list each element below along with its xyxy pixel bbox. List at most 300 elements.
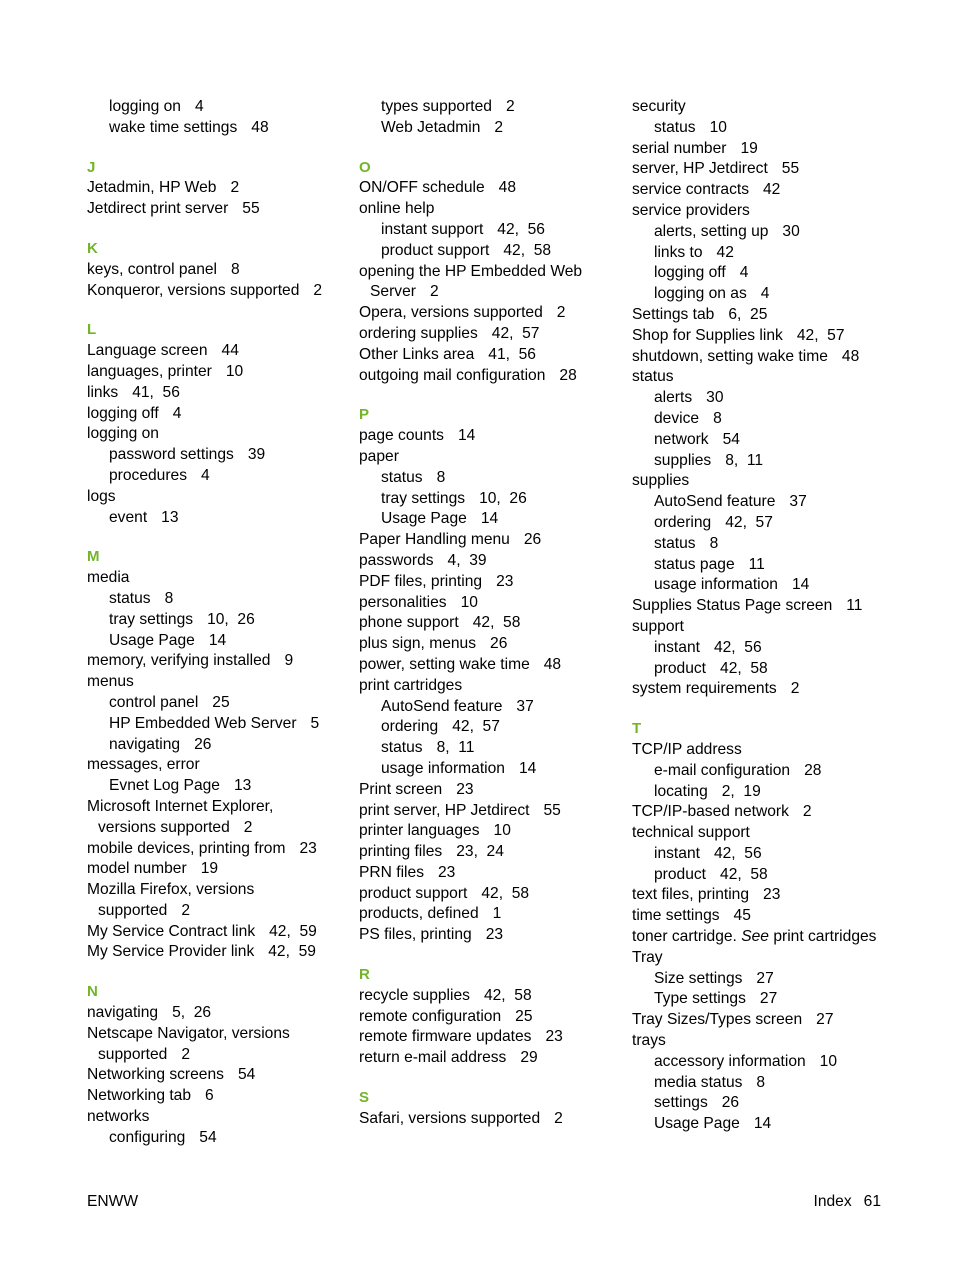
index-term: supported bbox=[98, 901, 168, 919]
index-term: model number bbox=[87, 860, 187, 878]
index-term: Usage Page bbox=[381, 510, 467, 528]
page-references: 14 bbox=[518, 759, 537, 777]
see-reference-target: print cartridges bbox=[773, 928, 877, 946]
index-term: logging on as bbox=[654, 285, 747, 303]
index-entry bbox=[359, 925, 621, 946]
index-entry bbox=[87, 1065, 349, 1086]
index-term: Print screen bbox=[359, 780, 443, 798]
index-entry bbox=[359, 904, 621, 925]
index-subentry bbox=[87, 610, 349, 631]
index-subentry bbox=[359, 738, 621, 759]
index-letter-heading: T bbox=[632, 720, 642, 738]
index-entry bbox=[87, 487, 349, 508]
index-term: Jetadmin, HP Web bbox=[87, 179, 217, 197]
index-entry bbox=[87, 281, 349, 302]
index-letter-heading: J bbox=[87, 158, 96, 176]
index-letter-heading: O bbox=[359, 158, 371, 176]
index-term: status bbox=[654, 118, 696, 136]
index-term: Konqueror, versions supported bbox=[87, 281, 300, 299]
index-entry bbox=[359, 842, 621, 863]
index-term: Usage Page bbox=[109, 631, 195, 649]
index-term: Jetdirect print server bbox=[87, 200, 229, 218]
index-subentry bbox=[632, 782, 894, 803]
page-references: 23 bbox=[763, 886, 781, 904]
index-entry bbox=[359, 447, 621, 468]
index-subentry bbox=[632, 430, 894, 451]
page-references: 44 bbox=[221, 342, 239, 360]
index-subentry bbox=[87, 466, 349, 487]
index-entry bbox=[359, 1048, 621, 1069]
page-references: 42, 58 bbox=[720, 865, 768, 883]
index-entry bbox=[359, 676, 621, 697]
index-term: HP Embedded Web Server bbox=[109, 714, 297, 732]
index-entry bbox=[632, 97, 894, 118]
index-term: TCP/IP address bbox=[632, 740, 742, 758]
page-references: 54 bbox=[237, 1066, 256, 1084]
index-entry bbox=[632, 740, 894, 761]
page-references: 5 bbox=[310, 714, 320, 732]
index-subentry bbox=[359, 241, 621, 262]
page-references: 8 bbox=[164, 589, 174, 607]
index-entry bbox=[359, 303, 621, 324]
index-term: supported bbox=[98, 1045, 168, 1063]
index-entry bbox=[359, 1007, 621, 1028]
page-references: 2 bbox=[505, 98, 515, 115]
index-term: product bbox=[654, 865, 707, 883]
index-entry bbox=[632, 679, 894, 700]
index-term: logging on bbox=[109, 98, 181, 115]
page-references: 11 bbox=[846, 597, 863, 615]
page-references: 10 bbox=[460, 593, 478, 611]
index-term: shutdown, setting wake time bbox=[632, 347, 828, 365]
index-term: networks bbox=[87, 1108, 150, 1126]
index-term: power, setting wake time bbox=[359, 655, 530, 673]
index-term: My Service Provider link bbox=[87, 943, 255, 961]
index-entry bbox=[632, 471, 894, 492]
index-subentry bbox=[359, 759, 621, 780]
index-term: printer languages bbox=[359, 822, 480, 840]
index-term: links to bbox=[654, 243, 703, 261]
index-term: PS files, printing bbox=[359, 926, 472, 944]
index-subentry bbox=[632, 492, 894, 513]
index-term: personalities bbox=[359, 593, 447, 611]
page-references: 42, 59 bbox=[269, 922, 317, 940]
page-references: 42, 58 bbox=[720, 659, 768, 677]
index-term: PRN files bbox=[359, 863, 424, 881]
page-references: 6 bbox=[205, 1087, 214, 1105]
page-references: 23 bbox=[485, 926, 504, 944]
page-references: 8 bbox=[713, 409, 722, 427]
index-term: languages, printer bbox=[87, 362, 212, 380]
see-reference-label: See bbox=[741, 928, 769, 946]
index-subentry bbox=[632, 222, 894, 243]
index-subentry bbox=[632, 1093, 894, 1114]
index-term: My Service Contract link bbox=[87, 922, 256, 940]
page-references: 23 bbox=[438, 863, 456, 881]
page-references: 26 bbox=[194, 735, 212, 753]
index-entry bbox=[632, 596, 894, 617]
page-references: 2 bbox=[494, 118, 504, 136]
page-references: 2 bbox=[230, 179, 240, 197]
index-column-3 bbox=[632, 97, 894, 1135]
page-references: 42, 58 bbox=[472, 614, 521, 632]
index-entry bbox=[359, 655, 621, 676]
index-subentry bbox=[359, 489, 621, 510]
index-term: device bbox=[654, 409, 700, 427]
index-letter-heading: L bbox=[87, 321, 97, 339]
index-entry bbox=[632, 347, 894, 368]
index-subentry bbox=[87, 631, 349, 652]
page-references: 42, 57 bbox=[725, 513, 773, 531]
index-term: remote firmware updates bbox=[359, 1028, 532, 1046]
index-subentry bbox=[632, 761, 894, 782]
index-term: Networking screens bbox=[87, 1066, 224, 1084]
index-term: Supplies Status Page screen bbox=[632, 597, 833, 615]
page-references: 54 bbox=[722, 430, 740, 448]
index-subentry bbox=[359, 220, 621, 241]
index-term: logging on bbox=[87, 425, 159, 443]
page-references: 27 bbox=[759, 990, 778, 1008]
index-term: AutoSend feature bbox=[381, 697, 503, 715]
index-letter-heading: P bbox=[359, 406, 370, 424]
page-references: 14 bbox=[208, 631, 227, 649]
index-entry bbox=[632, 367, 894, 388]
index-subentry bbox=[632, 555, 894, 576]
page-references: 2 bbox=[556, 304, 566, 322]
index-entry bbox=[87, 1003, 349, 1024]
index-term: Networking tab bbox=[87, 1087, 192, 1105]
index-entry bbox=[359, 801, 621, 822]
page-references: 2 bbox=[790, 680, 800, 698]
index-term: mobile devices, printing from bbox=[87, 839, 286, 857]
page-references: 14 bbox=[457, 427, 476, 445]
index-subentry bbox=[359, 697, 621, 718]
index-subentry bbox=[632, 263, 894, 284]
page-references: 41, 56 bbox=[132, 383, 180, 401]
page-references: 48 bbox=[543, 655, 562, 673]
page-references: 42, 58 bbox=[503, 241, 552, 259]
index-term: status page bbox=[654, 555, 735, 573]
index-term: Paper Handling menu bbox=[359, 531, 510, 549]
index-term: messages, error bbox=[87, 756, 200, 774]
index-term: print server, HP Jetdirect bbox=[359, 801, 530, 819]
index-subentry bbox=[87, 693, 349, 714]
index-entry bbox=[359, 821, 621, 842]
index-term: system requirements bbox=[632, 680, 777, 698]
index-subentry bbox=[359, 468, 621, 489]
index-subentry bbox=[359, 97, 621, 118]
index-entry bbox=[87, 859, 349, 880]
page-references: 14 bbox=[791, 576, 810, 594]
index-term: product support bbox=[359, 884, 468, 902]
index-entry-continuation bbox=[359, 282, 621, 303]
index-term: procedures bbox=[109, 466, 188, 484]
index-entry bbox=[87, 1086, 349, 1107]
index-term: security bbox=[632, 98, 686, 115]
index-term: product bbox=[654, 659, 707, 677]
index-term: online help bbox=[359, 200, 435, 218]
page-references: 4 bbox=[739, 264, 749, 282]
page-references: 42, 58 bbox=[481, 884, 530, 902]
page-references: 27 bbox=[816, 1011, 834, 1029]
index-term: locating bbox=[654, 782, 708, 800]
page-references: 30 bbox=[706, 389, 724, 407]
index-term: service providers bbox=[632, 201, 750, 219]
index-term: plus sign, menus bbox=[359, 635, 477, 653]
page-references: 41, 56 bbox=[488, 345, 536, 363]
index-term: network bbox=[654, 430, 709, 448]
index-term: toner cartridge. bbox=[632, 928, 737, 946]
index-letter-heading: K bbox=[87, 239, 98, 257]
page-references: 42, 59 bbox=[268, 943, 316, 961]
index-entry-continuation bbox=[87, 1045, 349, 1066]
page-references: 28 bbox=[559, 366, 577, 384]
index-term: return e-mail address bbox=[359, 1049, 507, 1067]
index-entry bbox=[87, 797, 349, 818]
index-term: status bbox=[381, 739, 423, 757]
page-references: 8 bbox=[436, 468, 446, 486]
index-term: logging off bbox=[654, 264, 726, 282]
index-entry bbox=[359, 572, 621, 593]
index-term: Evnet Log Page bbox=[109, 777, 220, 795]
index-entry bbox=[87, 260, 349, 281]
page-references: 10, 26 bbox=[207, 610, 255, 628]
index-subentry bbox=[632, 409, 894, 430]
index-term: phone support bbox=[359, 614, 459, 632]
index-subentry bbox=[87, 589, 349, 610]
index-subentry bbox=[632, 1052, 894, 1073]
index-term: Shop for Supplies link bbox=[632, 326, 783, 344]
index-subentry bbox=[632, 284, 894, 305]
index-term: logging off bbox=[87, 404, 159, 422]
footer-page-number: 61 bbox=[863, 1193, 881, 1210]
page-references: 23 bbox=[496, 572, 514, 590]
index-term: PDF files, printing bbox=[359, 572, 483, 590]
index-entry bbox=[632, 927, 894, 948]
index-subentry bbox=[632, 451, 894, 472]
index-entry bbox=[87, 362, 349, 383]
index-term: ordering bbox=[654, 513, 712, 531]
index-term: AutoSend feature bbox=[654, 493, 776, 511]
index-term: instant bbox=[654, 844, 700, 862]
index-entry bbox=[632, 802, 894, 823]
index-term: ordering supplies bbox=[359, 324, 478, 342]
index-entry bbox=[359, 345, 621, 366]
index-entry bbox=[87, 942, 349, 963]
index-entry bbox=[87, 178, 349, 199]
index-entry bbox=[632, 139, 894, 160]
index-subentry bbox=[87, 508, 349, 529]
page-references: 8, 11 bbox=[725, 451, 764, 469]
index-subentry bbox=[632, 1073, 894, 1094]
page-references: 2 bbox=[181, 1045, 191, 1063]
page-references: 42, 58 bbox=[483, 986, 532, 1004]
index-term: configuring bbox=[109, 1128, 186, 1146]
index-term: supplies bbox=[654, 451, 712, 469]
page-references: 23 bbox=[456, 780, 474, 798]
index-subentry bbox=[632, 638, 894, 659]
page-references: 14 bbox=[480, 510, 499, 528]
page-references: 45 bbox=[733, 907, 751, 925]
index-term: ordering bbox=[381, 718, 439, 736]
index-entry bbox=[87, 839, 349, 860]
index-subentry bbox=[632, 659, 894, 680]
index-term: text files, printing bbox=[632, 886, 750, 904]
page-references: 13 bbox=[233, 777, 252, 795]
index-subentry bbox=[632, 118, 894, 139]
page-references: 2 bbox=[802, 803, 812, 821]
page-references: 11 bbox=[748, 555, 765, 573]
page-references: 2 bbox=[429, 283, 439, 301]
page-references: 37 bbox=[789, 493, 807, 511]
index-letter-heading: M bbox=[87, 548, 100, 566]
index-term: Netscape Navigator, versions bbox=[87, 1024, 290, 1042]
page-references: 4 bbox=[194, 98, 204, 115]
page-references: 8 bbox=[709, 534, 719, 552]
page-references: 48 bbox=[498, 179, 517, 197]
index-subentry bbox=[632, 865, 894, 886]
index-subentry bbox=[632, 534, 894, 555]
index-entry bbox=[87, 404, 349, 425]
index-subentry bbox=[359, 717, 621, 738]
index-term: tray settings bbox=[109, 610, 194, 628]
index-entry bbox=[359, 551, 621, 572]
index-term: accessory information bbox=[654, 1052, 806, 1070]
index-entry bbox=[359, 1027, 621, 1048]
page-references: 8 bbox=[231, 260, 240, 278]
page-references: 48 bbox=[251, 118, 269, 136]
index-entry bbox=[359, 1109, 621, 1130]
page-references: 9 bbox=[284, 652, 294, 670]
index-subentry bbox=[632, 513, 894, 534]
footer-section: Index bbox=[813, 1193, 852, 1210]
index-term: ON/OFF schedule bbox=[359, 179, 485, 197]
page-references: 29 bbox=[520, 1049, 538, 1067]
index-term: instant bbox=[654, 638, 700, 656]
index-term: keys, control panel bbox=[87, 260, 218, 278]
index-term: passwords bbox=[359, 551, 434, 569]
page-references: 2, 19 bbox=[721, 782, 761, 800]
index-term: status bbox=[381, 468, 423, 486]
index-term: Size settings bbox=[654, 969, 743, 987]
index-entry bbox=[632, 1010, 894, 1031]
page-references: 39 bbox=[247, 446, 266, 464]
page-references: 10 bbox=[225, 362, 244, 380]
page-references: 55 bbox=[242, 200, 260, 218]
index-term: usage information bbox=[654, 576, 778, 594]
index-term: tray settings bbox=[381, 489, 466, 507]
index-subentry bbox=[87, 735, 349, 756]
page-references: 2 bbox=[243, 818, 253, 836]
index-entry bbox=[632, 885, 894, 906]
index-subentry bbox=[632, 989, 894, 1010]
index-entry bbox=[87, 341, 349, 362]
index-term: supplies bbox=[632, 472, 690, 490]
index-term: products, defined bbox=[359, 905, 479, 923]
page-references: 55 bbox=[543, 801, 561, 819]
index-entry bbox=[632, 823, 894, 844]
page-references: 10 bbox=[493, 822, 511, 840]
index-entry bbox=[87, 922, 349, 943]
index-term: status bbox=[632, 368, 674, 386]
index-term: versions supported bbox=[98, 818, 230, 836]
index-term: navigating bbox=[109, 735, 181, 753]
index-entry bbox=[632, 159, 894, 180]
index-term: Other Links area bbox=[359, 345, 475, 363]
page-references: 42, 57 bbox=[491, 324, 540, 342]
index-subentry bbox=[87, 776, 349, 797]
index-term: Safari, versions supported bbox=[359, 1109, 541, 1127]
index-term: password settings bbox=[109, 446, 234, 464]
index-term: technical support bbox=[632, 824, 750, 842]
page-references: 23, 24 bbox=[456, 843, 504, 861]
index-subentry bbox=[87, 445, 349, 466]
index-term: recycle supplies bbox=[359, 986, 470, 1004]
index-subentry bbox=[87, 1128, 349, 1149]
index-entry bbox=[87, 568, 349, 589]
index-term: time settings bbox=[632, 907, 720, 925]
index-subentry bbox=[87, 118, 349, 139]
index-subentry bbox=[632, 243, 894, 264]
index-term: settings bbox=[654, 1094, 708, 1112]
page-references: 4, 39 bbox=[447, 551, 487, 569]
index-subentry bbox=[359, 509, 621, 530]
index-term: navigating bbox=[87, 1004, 159, 1022]
index-term: status bbox=[654, 534, 696, 552]
index-letter-heading: S bbox=[359, 1089, 370, 1107]
page-references: 25 bbox=[212, 693, 230, 711]
index-term: Server bbox=[370, 283, 416, 301]
page-references: 42, 56 bbox=[713, 638, 762, 656]
page-references: 54 bbox=[199, 1128, 217, 1146]
index-entry bbox=[359, 613, 621, 634]
page-references: 5, 26 bbox=[172, 1004, 212, 1022]
page-references: 23 bbox=[545, 1028, 563, 1046]
index-term: opening the HP Embedded Web bbox=[359, 262, 583, 280]
index-letter-heading: R bbox=[359, 966, 370, 984]
page-references: 14 bbox=[753, 1115, 772, 1133]
page-references: 13 bbox=[161, 508, 179, 526]
index-entry bbox=[632, 180, 894, 201]
page-references: 6, 25 bbox=[728, 305, 768, 323]
footer-page-info bbox=[813, 1192, 881, 1212]
page-references: 42 bbox=[716, 243, 734, 261]
index-entry bbox=[87, 383, 349, 404]
index-entry bbox=[359, 634, 621, 655]
page-references: 19 bbox=[200, 860, 219, 878]
index-entry bbox=[87, 880, 349, 901]
page-references: 4 bbox=[760, 285, 770, 303]
index-column-1 bbox=[87, 97, 349, 1149]
page-references: 42, 57 bbox=[452, 718, 500, 736]
page-references: 19 bbox=[740, 139, 758, 157]
page-references: 10 bbox=[709, 118, 727, 136]
index-subentry bbox=[632, 969, 894, 990]
index-term: Web Jetadmin bbox=[381, 118, 481, 136]
index-entry bbox=[87, 672, 349, 693]
index-entry bbox=[632, 201, 894, 222]
index-term: Language screen bbox=[87, 342, 208, 360]
index-term: types supported bbox=[381, 98, 492, 115]
index-term: print cartridges bbox=[359, 676, 463, 694]
index-term: service contracts bbox=[632, 181, 749, 199]
index-column-2 bbox=[359, 97, 621, 1130]
index-subentry bbox=[632, 388, 894, 409]
page-references: 55 bbox=[781, 160, 800, 178]
index-entry bbox=[87, 1024, 349, 1045]
index-term: remote configuration bbox=[359, 1007, 502, 1025]
index-entry bbox=[359, 199, 621, 220]
